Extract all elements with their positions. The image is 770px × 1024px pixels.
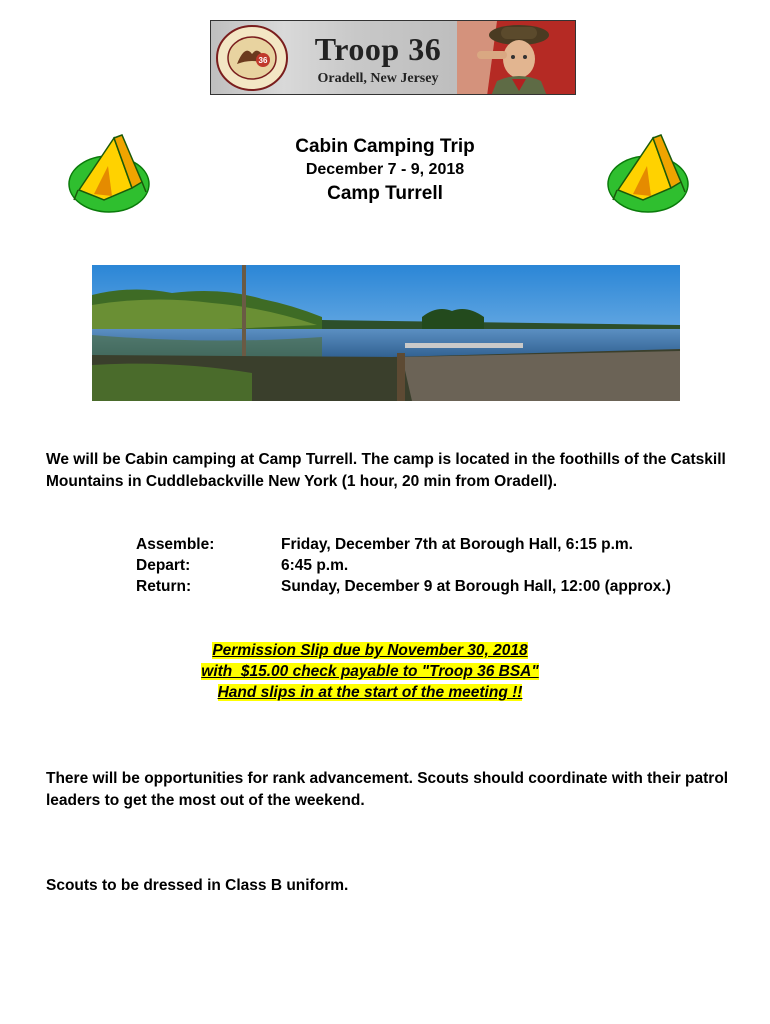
schedule-value: Sunday, December 9 at Borough Hall, 12:00 (approx.) (281, 578, 671, 595)
schedule-value: Friday, December 7th at Borough Hall, 6:15 p.m. (281, 536, 633, 553)
permission-line: with $15.00 check payable to "Troop 36 BSA" (201, 663, 539, 680)
schedule-label: Return: (136, 578, 192, 595)
troop-patch-logo (215, 24, 289, 92)
permission-line: Hand slips in at the start of the meeting !! (217, 684, 523, 701)
schedule-row (136, 576, 756, 597)
intro-paragraph: We will be Cabin camping at Camp Turrell. The camp is located in the foothills of the Catskill Mountains in Cuddlebackville New York (1 hour, 20 min from Oradell). (46, 451, 726, 490)
lake-panorama-photo (92, 265, 680, 401)
schedule-label: Depart: (136, 557, 191, 574)
trip-dates: December 7 - 9, 2018 (305, 161, 465, 178)
banner-title: Troop 36 (314, 31, 442, 67)
camp-name: Camp Turrell (327, 183, 443, 204)
saluting-scout-image (457, 21, 576, 95)
svg-text:36: 36 (258, 56, 268, 65)
trip-title: Cabin Camping Trip (295, 136, 475, 157)
banner-subtitle: Oradell, New Jersey (317, 71, 439, 86)
troop-banner (210, 20, 576, 95)
schedule-list (136, 534, 756, 597)
uniform-note: Scouts to be dressed in Class B uniform. (46, 877, 349, 894)
permission-notice (0, 640, 740, 703)
schedule-label: Assemble: (136, 536, 215, 553)
permission-line: Permission Slip due by November 30, 2018 (212, 642, 528, 659)
advancement-paragraph: There will be opportunities for rank advancement. Scouts should coordinate with their patrol leaders to get the most out of the weekend. (46, 770, 729, 809)
schedule-row (136, 555, 756, 576)
schedule-value: 6:45 p.m. (281, 557, 349, 574)
schedule-row (136, 534, 756, 555)
